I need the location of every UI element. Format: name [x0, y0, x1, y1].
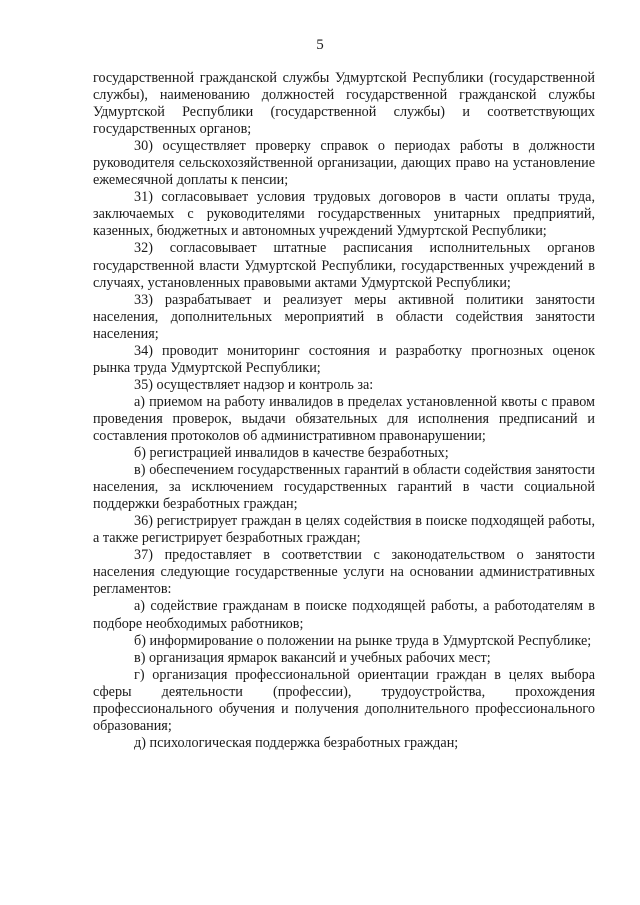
paragraph-item-30: 30) осуществляет проверку справок о периодах работы в должности руководителя сельскохозяйственной организации, дающих право на установление ежемесячной доплаты к пенсии; — [93, 138, 595, 189]
paragraph-item-37: 37) предоставляет в соответствии с законодательством о занятости населения следующие государственные услуги на основании административных регламентов: — [93, 547, 595, 598]
paragraph-subitem-35b: б) регистрацией инвалидов в качестве безработных; — [134, 445, 449, 462]
paragraph-subitem-37a: а) содействие гражданам в поиске подходящей работы, а работодателям в подборе необходимых работников; — [93, 598, 595, 632]
page-number: 5 — [316, 37, 324, 53]
paragraph-subitem-35v: в) обеспечением государственных гарантий в области содействия занятости населения, за исключением государственных гарантий в части социальной поддержки безработных граждан; — [93, 462, 595, 513]
paragraph-subitem-37b: б) информирование о положении на рынке труда в Удмуртской Республике; — [134, 632, 592, 649]
paragraph-subitem-37d: д) психологическая поддержка безработных граждан; — [134, 734, 459, 751]
paragraph-item-34: 34) проводит мониторинг состояния и разработку прогнозных оценок рынка труда Удмуртской Республики; — [93, 342, 595, 376]
paragraph-subitem-37g: г) организация профессиональной ориентации граждан в целях выбора сферы деятельности (профессии), трудоустройства, прохождения профессионального обучения и получения дополнительного профессионального образования; — [93, 666, 595, 734]
paragraph-item-33: 33) разрабатывает и реализует меры активной политики занятости населения, дополнительных мероприятий в области содействия занятости населения; — [93, 291, 595, 342]
paragraph-continuation: государственной гражданской службы Удмуртской Республики (государственной службы), наименованию должностей государственной гражданской службы Удмуртской Республики (государственной службы) и соответствующих государственных органов; — [93, 70, 595, 138]
paragraph-subitem-35a: а) приемом на работу инвалидов в пределах установленной квоты с правом проведения проверок, выдачи обязательных для исполнения предписаний и составления протоколов об административном правонарушении; — [93, 393, 595, 444]
paragraph-item-35: 35) осуществляет надзор и контроль за: — [134, 376, 374, 393]
document-body — [93, 70, 595, 752]
paragraph-subitem-37v: в) организация ярмарок вакансий и учебных рабочих мест; — [134, 649, 491, 666]
paragraph-item-31: 31) согласовывает условия трудовых договоров в части оплаты труда, заключаемых с руководителями государственных унитарных предприятий, казенных, бюджетных и автономных учреждений Удмуртской Республики; — [93, 189, 595, 240]
paragraph-item-36: 36) регистрирует граждан в целях содействия в поиске подходящей работы, а также регистрирует безработных граждан; — [93, 513, 595, 547]
paragraph-item-32: 32) согласовывает штатные расписания исполнительных органов государственной власти Удмуртской Республики, государственных учреждений в случаях, установленных правовыми актами Удмуртской Республики; — [93, 240, 595, 291]
